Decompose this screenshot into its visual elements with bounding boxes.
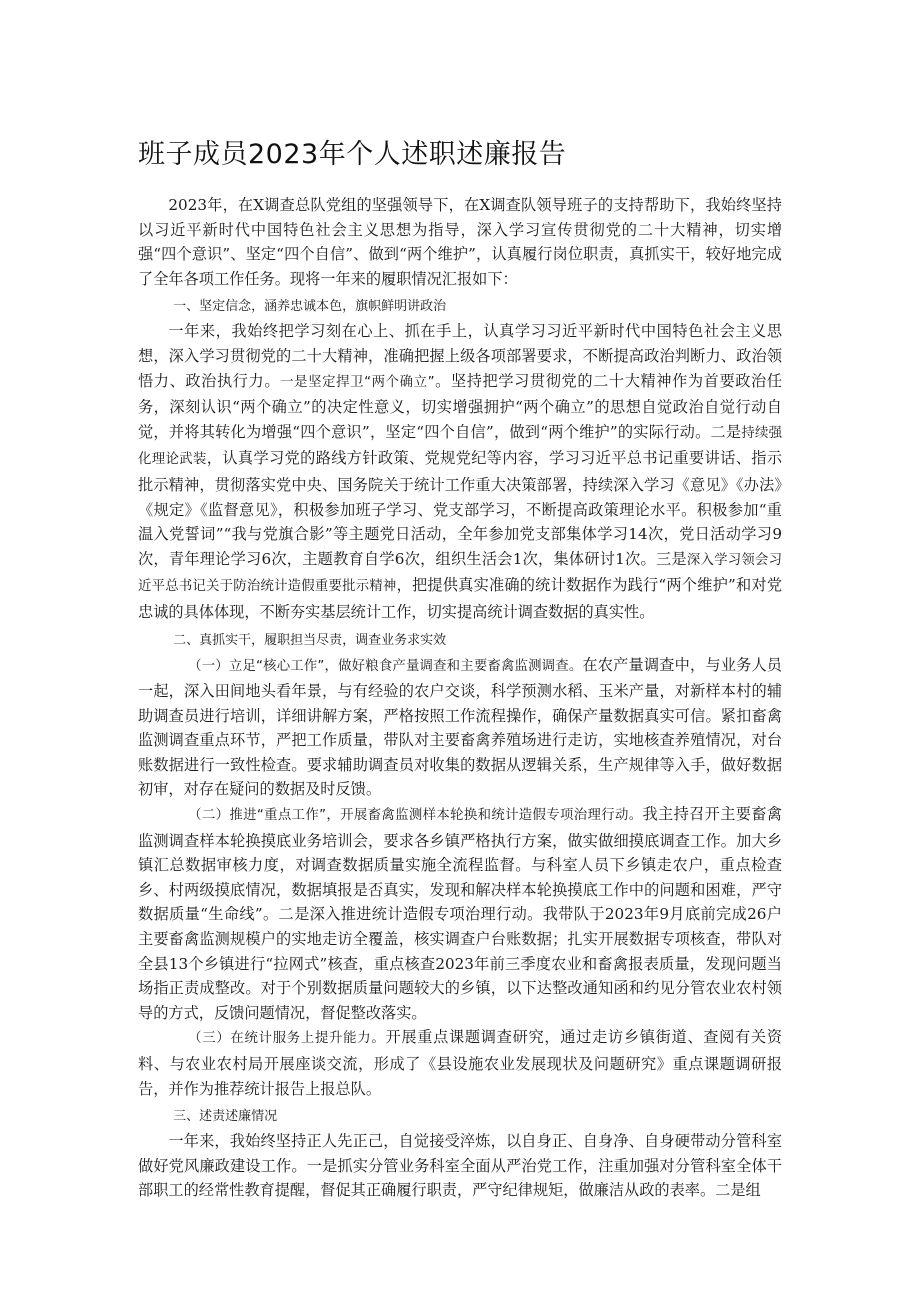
s1-text-3: ，认真学习党的路线方针政策、党规党纪等内容，学习习近平总书记重要讲话、指示批示精神，贯彻落实党中央、国务院关于统计工作重大决策部署，持续深入学习《意见》《办法》《规定》《监督意见》，积极参加班子学习、党支部学习，不断提高政策理论水平。积极参加“重温入党誓词”“我与党旗合影”等主题党日活动，全年参加党支部集体学习14次，党日活动学习9次，青年理论学习6次，主题教育自学6次，组织生活会1次，集体研讨1次。三是: [138, 449, 783, 568]
s1-key-3: 深入学习领会习近平总书记关于防治统计造假重要批示精神: [138, 552, 783, 595]
s1-text-2: 。坚持把学习贯彻党的二十大精神作为首要政治任务，深刻认识“两个确立”的决定性意义，切实增强拥护“两个确立”的思想自觉政治自觉行动自觉，并将其转化为增强“四个意识”，坚定“四个自信”，做到“两个维护”的实际行动。二是: [138, 371, 783, 441]
s2-p3-text: 开展重点课题调查研究，通过走访乡镇街道、查阅有关资料、与农业农村局开展座谈交流，形成了《县设施农业发展现状及问题研究》重点课题调研报告，并作为推荐统计报告上报总队。: [138, 1028, 783, 1098]
section-1-paragraph: [138, 319, 782, 624]
section-3-paragraph: 一年来，我始终坚持正人先正己，自觉接受淬炼，以自身正、自身净、自身硬带动分管科室做好党风廉政建设工作。一是抓实分管业务科室全面从严治党工作，注重加强对分管科室全体干部职工的经常性教育提醒，督促其正确履行职责，严守纪律规矩，做廉洁从政的表率。二是组: [138, 1132, 782, 1200]
section-3-heading: 三、述责述廉情况: [173, 1109, 278, 1125]
section-2-paragraph-3: [138, 1025, 782, 1101]
section-1-heading: 一、坚定信念，涵养忠诚本色，旗帜鲜明讲政治: [173, 299, 447, 315]
s2-p2-key: （二）推进“重点工作”，开展畜禽监测样本轮换和统计造假专项治理行动。: [188, 808, 643, 824]
s1-key-1: 一是坚定捍卫“两个确立”: [280, 374, 435, 390]
s1-key-2: 持续强化理论武装: [138, 425, 782, 468]
section-2-paragraph-1: [138, 653, 782, 803]
s1-text-4: ，把提供真实准确的统计数据作为践行“两个维护”和对党忠诚的具体体现，不断夯实基层统计工作，切实提高统计调查数据的真实性。: [138, 576, 783, 621]
s2-p1-text: 在农产量调查中，与业务人员一起，深入田间地头看年景，与有经验的农户交谈，科学预测水稻、玉米产量，对新样本村的辅助调查员进行培训，详细讲解方案，严格按照工作流程操作，确保产量数据真实可信。紧扣畜禽监测调查重点环节，严把工作质量，带队对主要畜禽养殖场进行走访，实地核查养殖情况，对台账数据进行一致性检查。要求辅助调查员对收集的数据从逻辑关系，生产规律等入手，做好数据初审，对存在疑问的数据及时反馈。: [138, 655, 782, 799]
intro-paragraph: 2023年，在X调查总队党组的坚强领导下，在X调查队领导班子的支持帮助下，我始终坚持以习近平新时代中国特色社会主义思想为指导，深入学习宣传贯彻党的二十大精神，切实增强“四个意识”、坚定“四个自信”、做到“两个维护”，认真履行岗位职责，真抓实干，较好地完成了全年各项工作任务。现将一年来的履职情况汇报如下：: [138, 196, 782, 288]
section-2-heading: 二、真抓实干，履职担当尽责，调查业务求实效: [173, 632, 447, 648]
section-2-paragraph-2: [138, 802, 782, 1025]
s2-p1-key: （一）立足“核心工作”，做好粮食产量调查和主要畜禽监测调查。: [188, 658, 583, 674]
s2-p2-text: 我主持召开主要畜禽监测调查样本轮换摸底业务培训会，要求各乡镇严格执行方案，做实做细摸底调查工作。加大乡镇汇总数据审核力度，对调查数据质量实施全流程监督。与科室人员下乡镇走农户，重点检查乡、村两级摸底情况，数据填报是否真实，发现和解决样本轮换摸底工作中的问题和困难，严守数据质量“生命线”。二是深入推进统计造假专项治理行动。我带队于2023年9月底前完成26户主要畜禽监测规模户的实地走访全覆盖，核实调查户台账数据；扎实开展数据专项核查，带队对全县13个乡镇进行“拉网式”核查，重点核查2023年前三季度农业和畜禽报表质量，发现问题当场指正责成整改。对于个别数据质量问题较大的乡镇，以下达整改通知函和约见分管农业农村领导的方式，反馈问题情况，督促整改落实。: [138, 805, 783, 1022]
s2-p3-key: （三）在统计服务上提升能力。: [188, 1031, 386, 1047]
doc-title: 班子成员2023年个人述职述廉报告: [138, 139, 567, 170]
s1-text-1: 一年来，我始终把学习刻在心上、抓在手上，认真学习习近平新时代中国特色社会主义思想，深入学习贯彻党的二十大精神，准确把握上级各项部署要求，不断提高政治判断力、政治领悟力、政治执行力。: [138, 322, 782, 390]
